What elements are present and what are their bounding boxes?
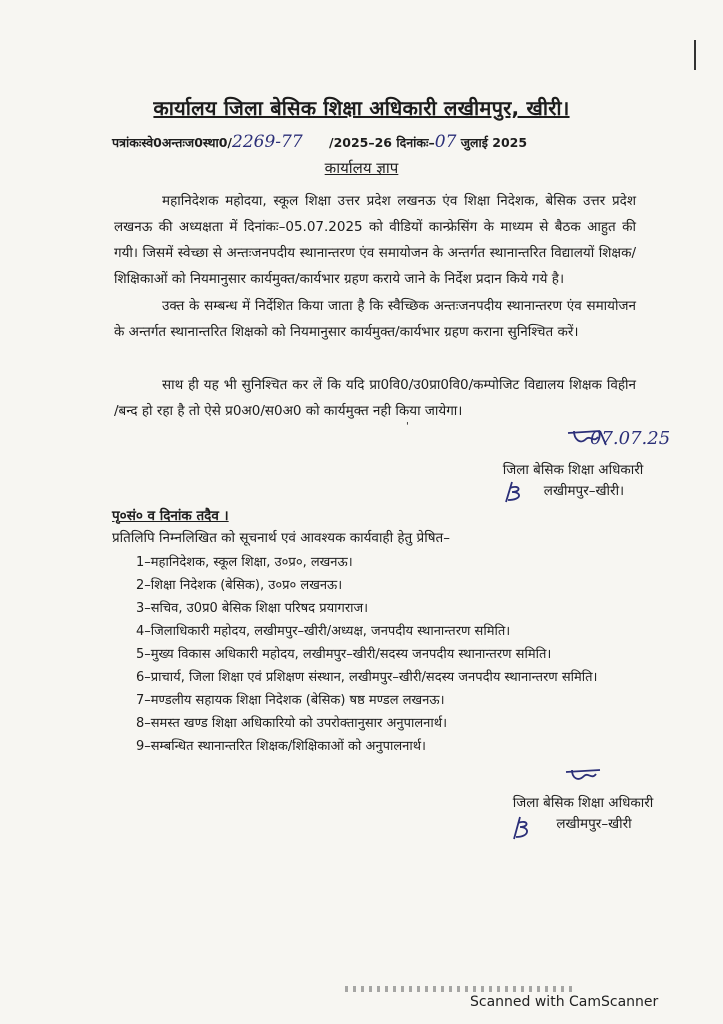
- ref-suffix: /2025–26 दिनांकः–: [329, 135, 435, 150]
- ref-number-handwritten: 2269-77: [232, 132, 303, 152]
- copy-recipient-list: [136, 551, 676, 758]
- list-item: 2–शिक्षा निदेशक (बेसिक), उ०प्र० लखनऊ।: [136, 578, 343, 593]
- list-item: 9–सम्बन्धित स्थानान्तरित शिक्षक/शिक्षिकाओं को अनुपालनार्थ।: [136, 739, 426, 754]
- signer-location-2: लखीमपुर–खीरी: [556, 816, 632, 832]
- date-day-handwritten: 07: [434, 132, 457, 152]
- copy-reference-heading: पृ०सं० व दिनांक तदैव ।: [112, 508, 229, 524]
- list-item: 7–मण्डलीय सहायक शिक्षा निदेशक (बेसिक) षष्ठ मण्डल लखनऊ।: [136, 693, 445, 708]
- signer-location-1: लखीमपुर–खीरी।: [543, 483, 625, 499]
- date-rest: जुलाई 2025: [460, 135, 528, 150]
- paragraph-1: महानिदेशक महोदया, स्कूल शिक्षा उत्तर प्रदेश लखनऊ एंव शिक्षा निदेशक, बेसिक उत्तर प्रदेश लखनऊ की अध्यक्षता में दिनांकः–05.07.2025 को वीडियों कान्फ्रेसिंग के माध्यम से बैठक आहुत की गयी। जिसमें स्वेच्छा से अन्तःजनपदीय स्थानान्तरण एंव समायोजन के अन्तर्गत स्थानान्तरित विद्यालयों शिक्षक/शिक्षिकाओं को नियमानुसार कार्यमुक्त/कार्यभार ग्रहण कराये जाने के निर्देश प्रदान किये गये है।: [114, 193, 636, 287]
- list-item: 4–जिलाधिकारी महोदय, लखीमपुर–खीरी/अध्यक्ष, जनपदीय स्थानान्तरण समिति।: [136, 624, 511, 639]
- list-item: 1–महानिदेशक, स्कूल शिक्षा, उ०प्र०, लखनऊ।: [136, 555, 353, 570]
- ref-prefix: पत्रांकःस्वे0अन्तःज0स्था0/: [112, 135, 232, 150]
- office-title: कार्यालय जिला बेसिक शिक्षा अधिकारी लखीमपुर, खीरी।: [153, 96, 570, 120]
- list-item: 8–समस्त खण्ड शिक्षा अधिकारियो को उपरोक्तानुसार अनुपालनार्थ।: [136, 716, 447, 731]
- signature-initials-2: [562, 766, 612, 788]
- reference-line: [112, 132, 632, 152]
- paragraph-3: साथ ही यह भी सुनिश्चित कर लें कि यदि प्रा0वि0/उ0प्रा0वि0/कम्पोजिट विद्यालय शिक्षक विहीन /बन्द हो रहा है तो ऐसे प्र0अ0/स0अ0 को कार्यमुक्त नही किया जायेगा।: [114, 377, 636, 419]
- signature-mark-1: [500, 478, 528, 504]
- scan-edge-mark: [694, 40, 696, 70]
- scanner-watermark: Scanned with CamScanner: [470, 994, 659, 1010]
- signature-mark-2: [508, 813, 536, 841]
- copy-intro: प्रतिलिपि निम्नलिखित को सूचनार्थ एवं आवश्यक कार्यवाही हेतु प्रेषित–: [112, 530, 450, 546]
- list-item: 6–प्राचार्य, जिला शिक्षा एवं प्रशिक्षण संस्थान, लखीमपुर–खीरी/सदस्य जनपदीय स्थानान्तरण समिति।: [136, 670, 598, 685]
- list-item: 3–सचिव, उ0प्र0 बेसिक शिक्षा परिषद प्रयागराज।: [136, 601, 369, 616]
- memo-subject: कार्यालय ज्ञाप: [324, 159, 399, 177]
- signature-date-1: 07.07.25: [590, 428, 671, 449]
- punctuation-mark: ': [406, 421, 409, 432]
- paragraph-2: उक्त के सम्बन्ध में निर्देशित किया जाता है कि स्वैच्छिक अन्तःजनपदीय स्थानान्तरण एंव समायोजन के अन्तर्गत स्थानान्तरित शिक्षको को नियमानुसार कार्यमुक्त/कार्यभार ग्रहण कराना सुनिश्चित करें।: [114, 298, 636, 340]
- signer-designation-2: जिला बेसिक शिक्षा अधिकारी: [512, 795, 654, 811]
- signer-designation-1: जिला बेसिक शिक्षा अधिकारी: [502, 462, 644, 478]
- scan-noise-strip: [345, 986, 575, 992]
- list-item: 5–मुख्य विकास अधिकारी महोदय, लखीमपुर–खीरी/सदस्य जनपदीय स्थानान्तरण समिति।: [136, 647, 552, 662]
